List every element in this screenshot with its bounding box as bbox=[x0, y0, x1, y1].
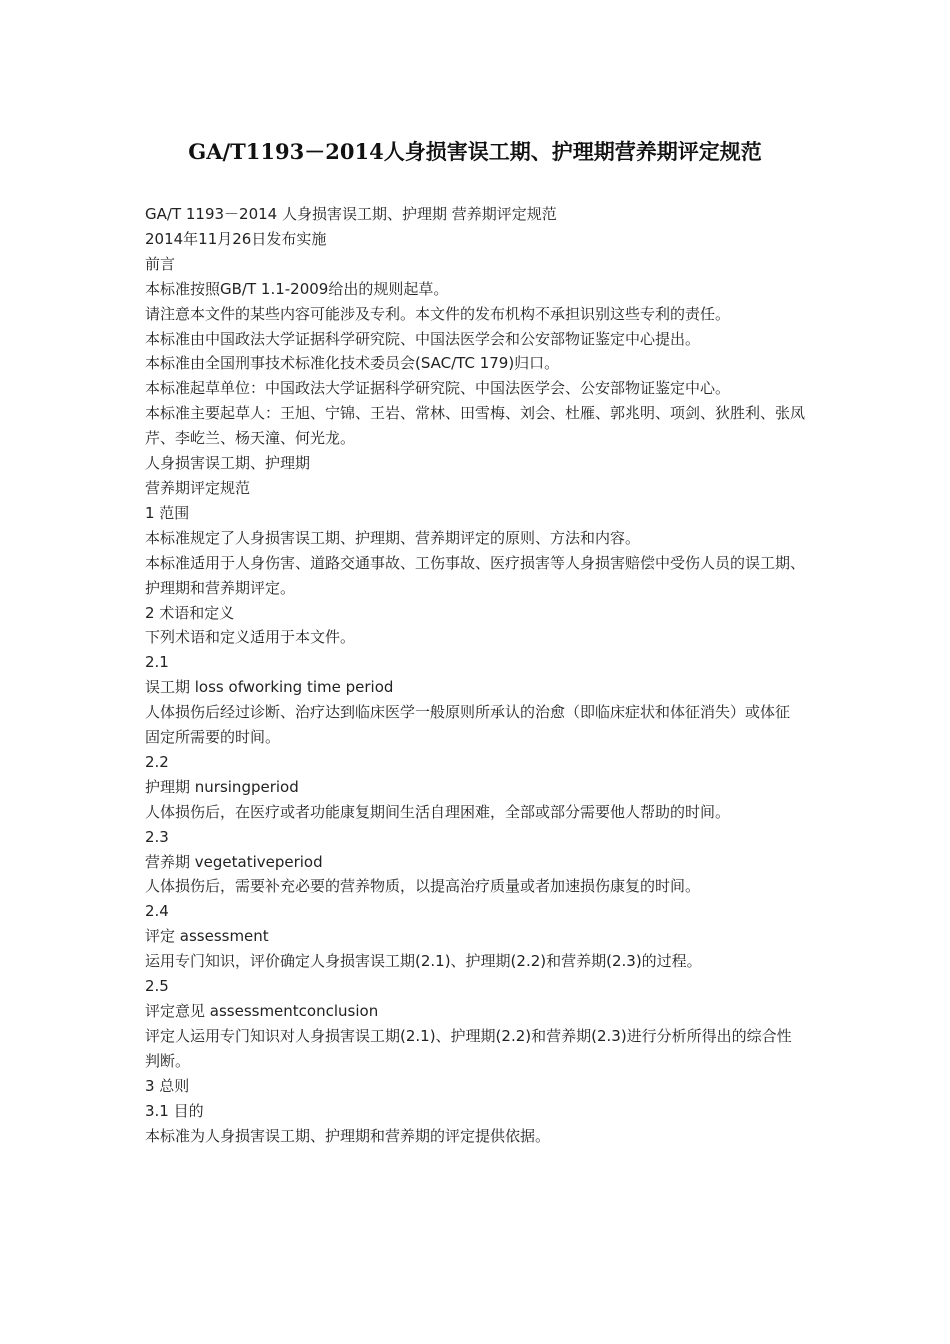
body-line: 评定人运用专门知识对人身损害误工期(2.1)、护理期(2.2)和营养期(2.3)进行分析所得出的综合性判断。 bbox=[145, 1026, 792, 1070]
body-line: 本标准由中国政法大学证据科学研究院、中国法医学会和公安部物证鉴定中心提出。 bbox=[145, 329, 701, 348]
body-line: 前言 bbox=[145, 254, 176, 273]
body-line: 2.4 bbox=[145, 902, 169, 921]
body-line: 请注意本文件的某些内容可能涉及专利。本文件的发布机构不承担识别这些专利的责任。 bbox=[145, 304, 731, 323]
body-line: 本标准由全国刑事技术标准化技术委员会(SAC/TC 179)归口。 bbox=[145, 354, 560, 373]
body-line: 营养期 vegetativeperiod bbox=[145, 852, 323, 871]
body-line: 固定所需要的时间。 bbox=[145, 728, 281, 747]
body-line: 本标准为人身损害误工期、护理期和营养期的评定提供依据。 bbox=[145, 1126, 551, 1145]
body-line: 2.2 bbox=[145, 752, 169, 771]
body-line: 运用专门知识，评价确定人身损害误工期(2.1)、护理期(2.2)和营养期(2.3)的过程。 bbox=[145, 952, 702, 971]
body-line: 人体损伤后，需要补充必要的营养物质，以提高治疗质量或者加速损伤康复的时间。 bbox=[145, 877, 701, 896]
body-line: 护理期和营养期评定。 bbox=[145, 578, 296, 597]
body-line: 误工期 loss ofworking time period bbox=[145, 678, 394, 697]
body-line: 人体损伤后经过诊断、治疗达到临床医学一般原则所承认的治愈（即临床症状和体征消失）或体征 bbox=[145, 703, 791, 722]
body-line: 1 范围 bbox=[145, 503, 190, 522]
body-line: 评定 assessment bbox=[145, 927, 269, 946]
document-title: GA/T1193－2014人身损害误工期、护理期营养期评定规范 bbox=[188, 139, 762, 164]
body-line: 2.5 bbox=[145, 977, 169, 996]
body-line: 2 术语和定义 bbox=[145, 603, 235, 622]
body-line: 3.1 目的 bbox=[145, 1101, 204, 1120]
body-line: 2.3 bbox=[145, 827, 169, 846]
document-body bbox=[145, 202, 805, 1148]
body-line: 本标准主要起草人：王旭、宁锦、王岩、常林、田雪梅、刘会、杜雁、郭兆明、项剑、狄胜利、张凤芹、李屹兰、杨天潼、何光龙。 bbox=[145, 404, 806, 448]
body-line: 2014年11月26日发布实施 bbox=[145, 229, 327, 248]
body-line: 营养期评定规范 bbox=[145, 478, 251, 497]
body-line: GA/T 1193－2014 人身损害误工期、护理期 营养期评定规范 bbox=[145, 205, 557, 223]
body-line: 人身损害误工期、护理期 bbox=[145, 454, 311, 473]
body-line: 本标准规定了人身损害误工期、护理期、营养期评定的原则、方法和内容。 bbox=[145, 528, 641, 547]
body-line: 本标准适用于人身伤害、道路交通事故、工伤事故、医疗损害等人身损害赔偿中受伤人员的误工期、 bbox=[145, 553, 806, 572]
body-line: 3 总则 bbox=[145, 1076, 190, 1095]
body-line: 2.1 bbox=[145, 653, 169, 672]
body-line: 护理期 nursingperiod bbox=[145, 777, 299, 796]
body-line: 人体损伤后，在医疗或者功能康复期间生活自理困难，全部或部分需要他人帮助的时间。 bbox=[145, 802, 731, 821]
body-line: 下列术语和定义适用于本文件。 bbox=[145, 628, 356, 647]
body-line: 评定意见 assessmentconclusion bbox=[145, 1002, 379, 1020]
body-line: 本标准按照GB/T 1.1-2009给出的规则起草。 bbox=[145, 279, 449, 298]
body-line: 本标准起草单位：中国政法大学证据科学研究院、中国法医学会、公安部物证鉴定中心。 bbox=[145, 379, 731, 398]
